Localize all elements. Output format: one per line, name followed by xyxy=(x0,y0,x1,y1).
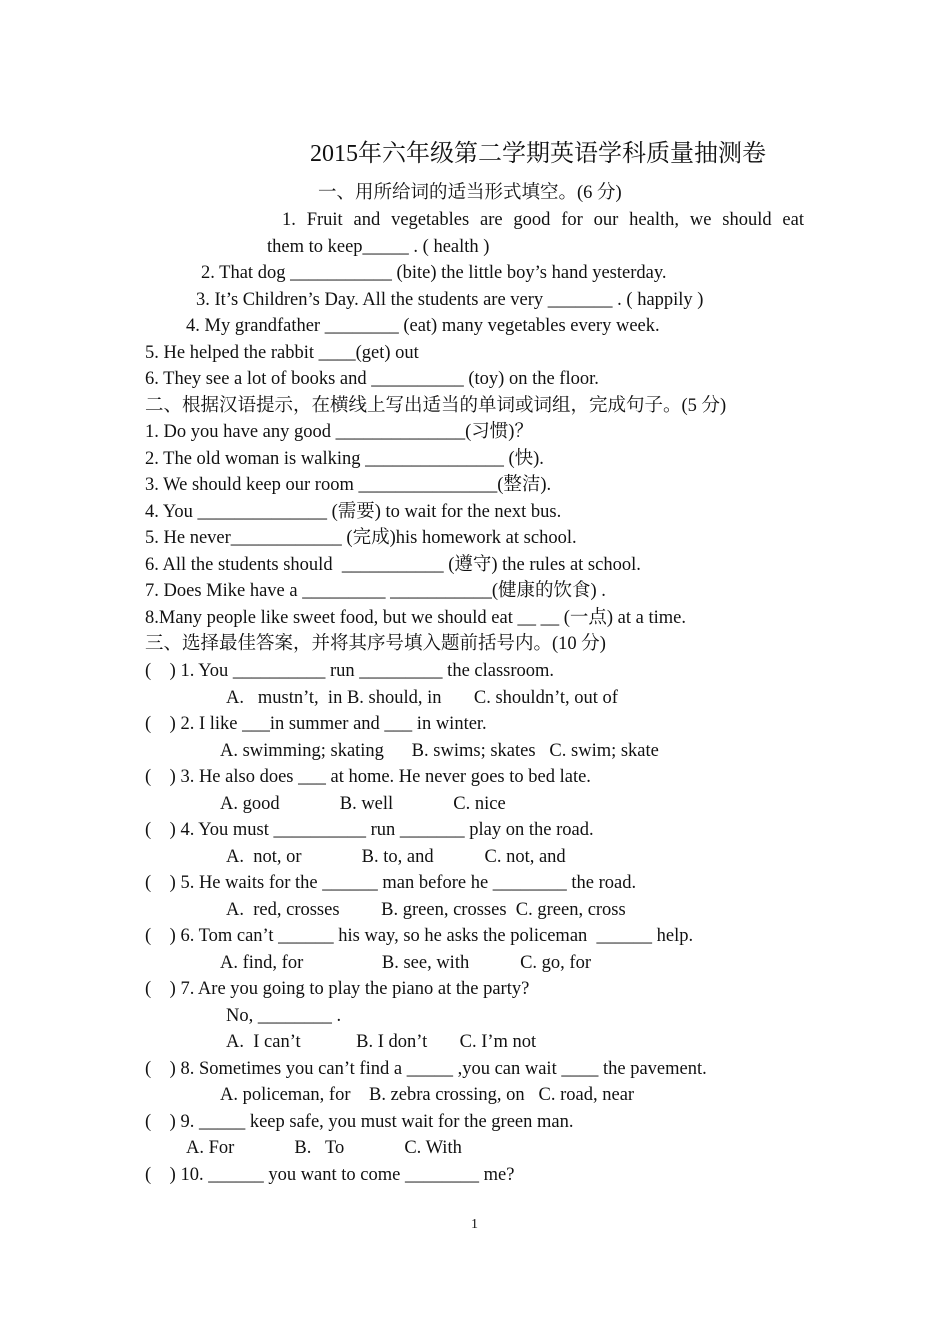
question-line: 2. The old woman is walking _______________ (快). xyxy=(145,449,544,469)
question-line: 2. That dog ___________ (bite) the little boy’s hand yesterday. xyxy=(201,263,667,283)
answer-options: A. mustn’t, in B. should, in C. shouldn’t, out of xyxy=(226,688,618,708)
answer-options: A. swimming; skating B. swims; skates C. swim; skate xyxy=(220,741,659,761)
dialog-response-line: No, ________ . xyxy=(226,1006,342,1026)
question-line: 7. Does Mike have a _________ ___________(健康的饮食) . xyxy=(145,581,606,601)
question-line: 4. My grandfather ________ (eat) many vegetables every week. xyxy=(186,316,660,336)
question-line: ( ) 9. _____ keep safe, you must wait for the green man. xyxy=(145,1112,574,1132)
question-line: 1. Fruit and vegetables are good for our health, we should eat xyxy=(282,210,804,230)
answer-options: A. good B. well C. nice xyxy=(220,794,506,814)
question-line: ( ) 2. I like ___in summer and ___ in winter. xyxy=(145,714,487,734)
question-line: 4. You ______________ (需要) to wait for the next bus. xyxy=(145,502,562,522)
answer-options: A. For B. To C. With xyxy=(186,1138,462,1158)
question-line: 6. They see a lot of books and __________ (toy) on the floor. xyxy=(145,369,599,389)
question-line: ( ) 1. You __________ run _________ the classroom. xyxy=(145,661,555,681)
question-line: 6. All the students should ___________ (遵守) the rules at school. xyxy=(145,555,641,575)
answer-options: A. policeman, for B. zebra crossing, on C. road, near xyxy=(220,1085,635,1105)
question-line: 3. It’s Children’s Day. All the students are very _______ . ( happily ) xyxy=(196,290,704,310)
question-line: ( ) 10. ______ you want to come ________ me? xyxy=(145,1165,515,1185)
question-line: 8.Many people like sweet food, but we should eat __ __ (一点) at a time. xyxy=(145,608,686,628)
section-2-heading: 二、根据汉语提示，在横线上写出适当的单词或词组，完成句子。(5 分) xyxy=(145,396,727,416)
question-line: ( ) 8. Sometimes you can’t find a _____ ,you can wait ____ the pavement. xyxy=(145,1059,707,1079)
question-line: ( ) 4. You must __________ run _______ play on the road. xyxy=(145,820,594,840)
question-line: ( ) 3. He also does ___ at home. He never goes to bed late. xyxy=(145,767,591,787)
page-number: 1 xyxy=(471,1217,478,1232)
question-line: 5. He helped the rabbit ____(get) out xyxy=(145,343,419,363)
page-title: 2015年六年级第二学期英语学科质量抽测卷 xyxy=(310,141,766,167)
answer-options: A. not, or B. to, and C. not, and xyxy=(226,847,566,867)
question-line: ( ) 5. He waits for the ______ man before he ________ the road. xyxy=(145,873,637,893)
question-line: 3. We should keep our room _______________(整洁). xyxy=(145,475,552,495)
question-line: them to keep_____ . ( health ) xyxy=(267,237,490,257)
section-1-heading: 一、用所给词的适当形式填空。(6 分) xyxy=(318,183,622,203)
answer-options: A. find, for B. see, with C. go, for xyxy=(220,953,591,973)
question-line: 1. Do you have any good ______________(习惯)？ xyxy=(145,422,533,442)
section-3-heading: 三、选择最佳答案，并将其序号填入题前括号内。(10 分) xyxy=(145,634,606,654)
question-line: ( ) 6. Tom can’t ______ his way, so he asks the policeman ______ help. xyxy=(145,926,694,946)
answer-options: A. I can’t B. I don’t C. I’m not xyxy=(226,1032,537,1052)
question-line: ( ) 7. Are you going to play the piano at the party? xyxy=(145,979,530,999)
question-line: 5. He never____________ (完成)his homework at school. xyxy=(145,528,577,548)
answer-options: A. red, crosses B. green, crosses C. green, cross xyxy=(226,900,626,920)
